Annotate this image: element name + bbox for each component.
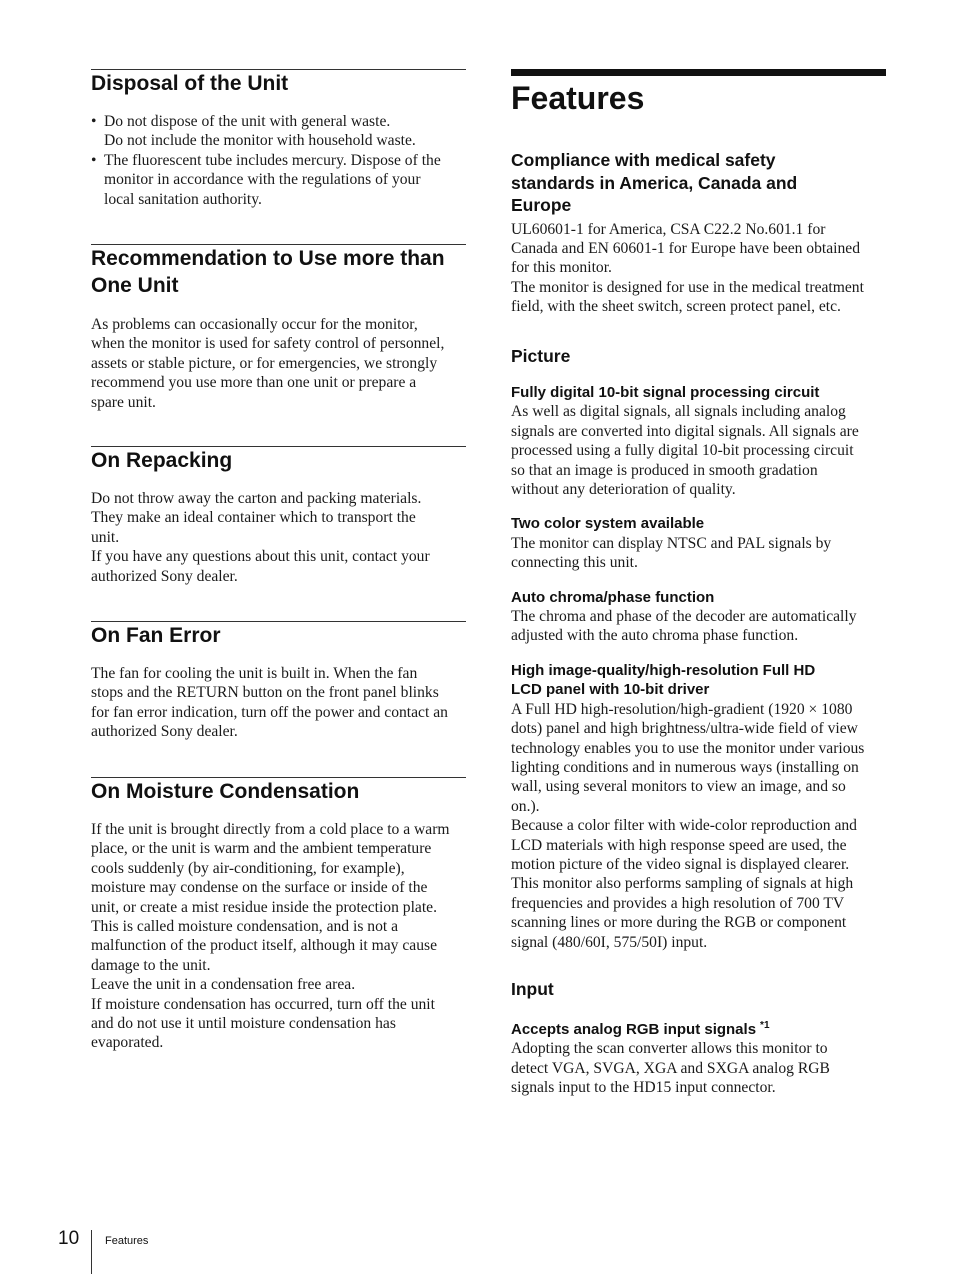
feature-item bbox=[511, 661, 886, 952]
text-line: so that an image is produced in smooth gradation bbox=[511, 461, 818, 479]
text-line: motion picture of the video signal is displayed clearer. bbox=[511, 855, 850, 873]
text-line: This monitor also performs sampling of signals at high bbox=[511, 875, 854, 893]
text-line: authorized Sony dealer. bbox=[91, 567, 238, 585]
text-line: A Full HD high-resolution/high-gradient (1920 × 1080 bbox=[511, 700, 853, 718]
text-line: If moisture condensation has occurred, turn off the unit bbox=[91, 995, 435, 1013]
heading-line: Accepts analog RGB input signals bbox=[511, 1021, 757, 1038]
text-line: The monitor is designed for use in the medical treatment bbox=[511, 278, 864, 296]
text-line: They make an ideal container which to transport the bbox=[91, 509, 416, 527]
text-line: when the monitor is used for safety control of personnel, bbox=[91, 335, 445, 353]
repacking-text bbox=[91, 489, 466, 586]
compliance-heading bbox=[511, 149, 886, 217]
text-line: moisture may condense on the surface or inside of the bbox=[91, 879, 428, 897]
moisture-heading: On Moisture Condensation bbox=[91, 780, 360, 803]
recommendation-section bbox=[91, 244, 466, 412]
feature-text bbox=[511, 607, 886, 646]
feature-heading bbox=[511, 661, 886, 700]
heading-line: One Unit bbox=[91, 274, 179, 297]
feature-item bbox=[511, 514, 886, 572]
compliance-text bbox=[511, 220, 886, 317]
bullet-glyph: • bbox=[91, 151, 97, 169]
feature-heading: Auto chroma/phase function bbox=[511, 588, 715, 606]
repacking-section bbox=[91, 446, 466, 586]
page-number: 10 bbox=[58, 1228, 80, 1249]
text-line: signal (480/60I, 575/50I) input. bbox=[511, 933, 708, 951]
text-line: assets or stable picture, or for emergencies, we strongly bbox=[91, 354, 438, 372]
text-line: lighting conditions and in numerous ways (installing on bbox=[511, 758, 859, 776]
text-line: unit, or create a mist residue inside the protection plate. bbox=[91, 898, 437, 916]
heading-line: Europe bbox=[511, 195, 572, 215]
text-line: and do not use it until moisture condensation has bbox=[91, 1015, 396, 1033]
text-line: connecting this unit. bbox=[511, 554, 638, 572]
text-line: LCD materials with high response speed are used, the bbox=[511, 836, 847, 854]
text-line: signals are converted into digital signals. All signals are bbox=[511, 422, 859, 440]
fan-error-heading: On Fan Error bbox=[91, 624, 221, 647]
text-line: place, or the unit is warm and the ambient temperature bbox=[91, 840, 432, 858]
text-line: scanning lines or more during the RGB or component bbox=[511, 914, 847, 932]
text-line: Because a color filter with wide-color reproduction and bbox=[511, 817, 857, 835]
bullet-line: local sanitation authority. bbox=[104, 190, 262, 208]
feature-text bbox=[511, 700, 886, 952]
feature-heading bbox=[511, 1016, 886, 1039]
page-title: Features bbox=[511, 80, 645, 116]
list-item bbox=[91, 112, 466, 151]
feature-text bbox=[511, 402, 886, 499]
feature-text bbox=[511, 1039, 886, 1097]
feature-item bbox=[511, 588, 886, 646]
title-rule bbox=[511, 69, 886, 76]
picture-section bbox=[511, 345, 886, 952]
heading-line: LCD panel with 10-bit driver bbox=[511, 681, 710, 699]
moisture-section bbox=[91, 777, 466, 1053]
recommendation-text bbox=[91, 315, 466, 412]
text-line: without any deterioration of quality. bbox=[511, 481, 736, 499]
text-line: wall, using several monitors to view an image, and so bbox=[511, 778, 846, 796]
text-line: Canada and EN 60601-1 for Europe have been obtained bbox=[511, 239, 861, 257]
feature-item bbox=[511, 1016, 886, 1098]
text-line: UL60601-1 for America, CSA C22.2 No.601.1 for bbox=[511, 220, 826, 238]
fan-error-text bbox=[91, 664, 466, 742]
text-line: malfunction of the product itself, although it may cause bbox=[91, 937, 438, 955]
disposal-heading: Disposal of the Unit bbox=[91, 72, 289, 95]
text-line: authorized Sony dealer. bbox=[91, 723, 238, 741]
feature-item bbox=[511, 383, 886, 499]
text-line: detect VGA, SVGA, XGA and SXGA analog RGB bbox=[511, 1059, 830, 1077]
text-line: technology enables you to use the monitor under various bbox=[511, 739, 865, 757]
footnote-mark: *1 bbox=[760, 1020, 770, 1031]
text-line: dots) panel and high brightness/ultra-wide field of view bbox=[511, 720, 858, 738]
picture-heading: Picture bbox=[511, 346, 571, 366]
footer-section-label: Features bbox=[105, 1235, 149, 1247]
text-line: Leave the unit in a condensation free area. bbox=[91, 976, 356, 994]
heading-line: Compliance with medical safety bbox=[511, 150, 776, 170]
bullet-line: Do not dispose of the unit with general waste. bbox=[104, 113, 391, 130]
text-line: This is called moisture condensation, and is not a bbox=[91, 918, 399, 936]
text-line: cools suddenly (by air-conditioning, for example), bbox=[91, 859, 405, 877]
feature-text bbox=[511, 534, 886, 573]
feature-heading: Two color system available bbox=[511, 515, 705, 533]
input-section bbox=[511, 978, 886, 1098]
text-line: If the unit is brought directly from a cold place to a warm bbox=[91, 821, 450, 838]
text-line: As problems can occasionally occur for the monitor, bbox=[91, 316, 418, 333]
heading-line: Recommendation to Use more than bbox=[91, 247, 445, 270]
text-line: frequencies and provides a high resolution of 700 TV bbox=[511, 894, 845, 912]
text-line: for fan error indication, turn off the power and contact an bbox=[91, 703, 448, 721]
text-line: The chroma and phase of the decoder are automatically bbox=[511, 608, 857, 626]
text-line: processed using a fully digital 10-bit processing circuit bbox=[511, 442, 854, 460]
text-line: signals input to the HD15 input connector. bbox=[511, 1079, 776, 1097]
text-line: on.). bbox=[511, 797, 540, 815]
text-line: The monitor can display NTSC and PAL signals by bbox=[511, 534, 832, 552]
feature-heading: Fully digital 10-bit signal processing circuit bbox=[511, 384, 820, 401]
text-line: unit. bbox=[91, 528, 120, 546]
text-line: damage to the unit. bbox=[91, 956, 211, 974]
text-line: As well as digital signals, all signals including analog bbox=[511, 403, 846, 421]
text-line: for this monitor. bbox=[511, 259, 612, 277]
heading-line: High image-quality/high-resolution Full HD bbox=[511, 661, 816, 679]
text-line: field, with the sheet switch, screen protect panel, etc. bbox=[511, 298, 841, 316]
disposal-section bbox=[91, 69, 466, 209]
compliance-section bbox=[511, 149, 886, 317]
footer-divider bbox=[91, 1230, 92, 1274]
text-line: If you have any questions about this unit, contact your bbox=[91, 548, 430, 566]
moisture-text bbox=[91, 820, 466, 1053]
text-line: Adopting the scan converter allows this monitor to bbox=[511, 1040, 828, 1058]
text-line: spare unit. bbox=[91, 393, 156, 411]
list-item bbox=[91, 151, 466, 209]
text-line: adjusted with the auto chroma phase function. bbox=[511, 627, 799, 645]
input-heading: Input bbox=[511, 979, 554, 999]
text-line: recommend you use more than one unit or prepare a bbox=[91, 374, 417, 392]
recommendation-heading bbox=[91, 245, 466, 299]
fan-error-section bbox=[91, 621, 466, 742]
text-line: Do not throw away the carton and packing materials. bbox=[91, 490, 422, 507]
disposal-list bbox=[91, 112, 466, 209]
bullet-line: monitor in accordance with the regulations of your bbox=[104, 171, 421, 189]
repacking-heading: On Repacking bbox=[91, 449, 233, 472]
bullet-glyph: • bbox=[91, 113, 97, 130]
bullet-line: The fluorescent tube includes mercury. Dispose of the bbox=[104, 151, 441, 169]
heading-line: standards in America, Canada and bbox=[511, 172, 798, 193]
text-line: evaporated. bbox=[91, 1034, 164, 1052]
bullet-line: Do not include the monitor with household waste. bbox=[104, 132, 416, 150]
text-line: stops and the RETURN button on the front panel blinks bbox=[91, 684, 439, 702]
text-line: The fan for cooling the unit is built in. When the fan bbox=[91, 665, 418, 682]
